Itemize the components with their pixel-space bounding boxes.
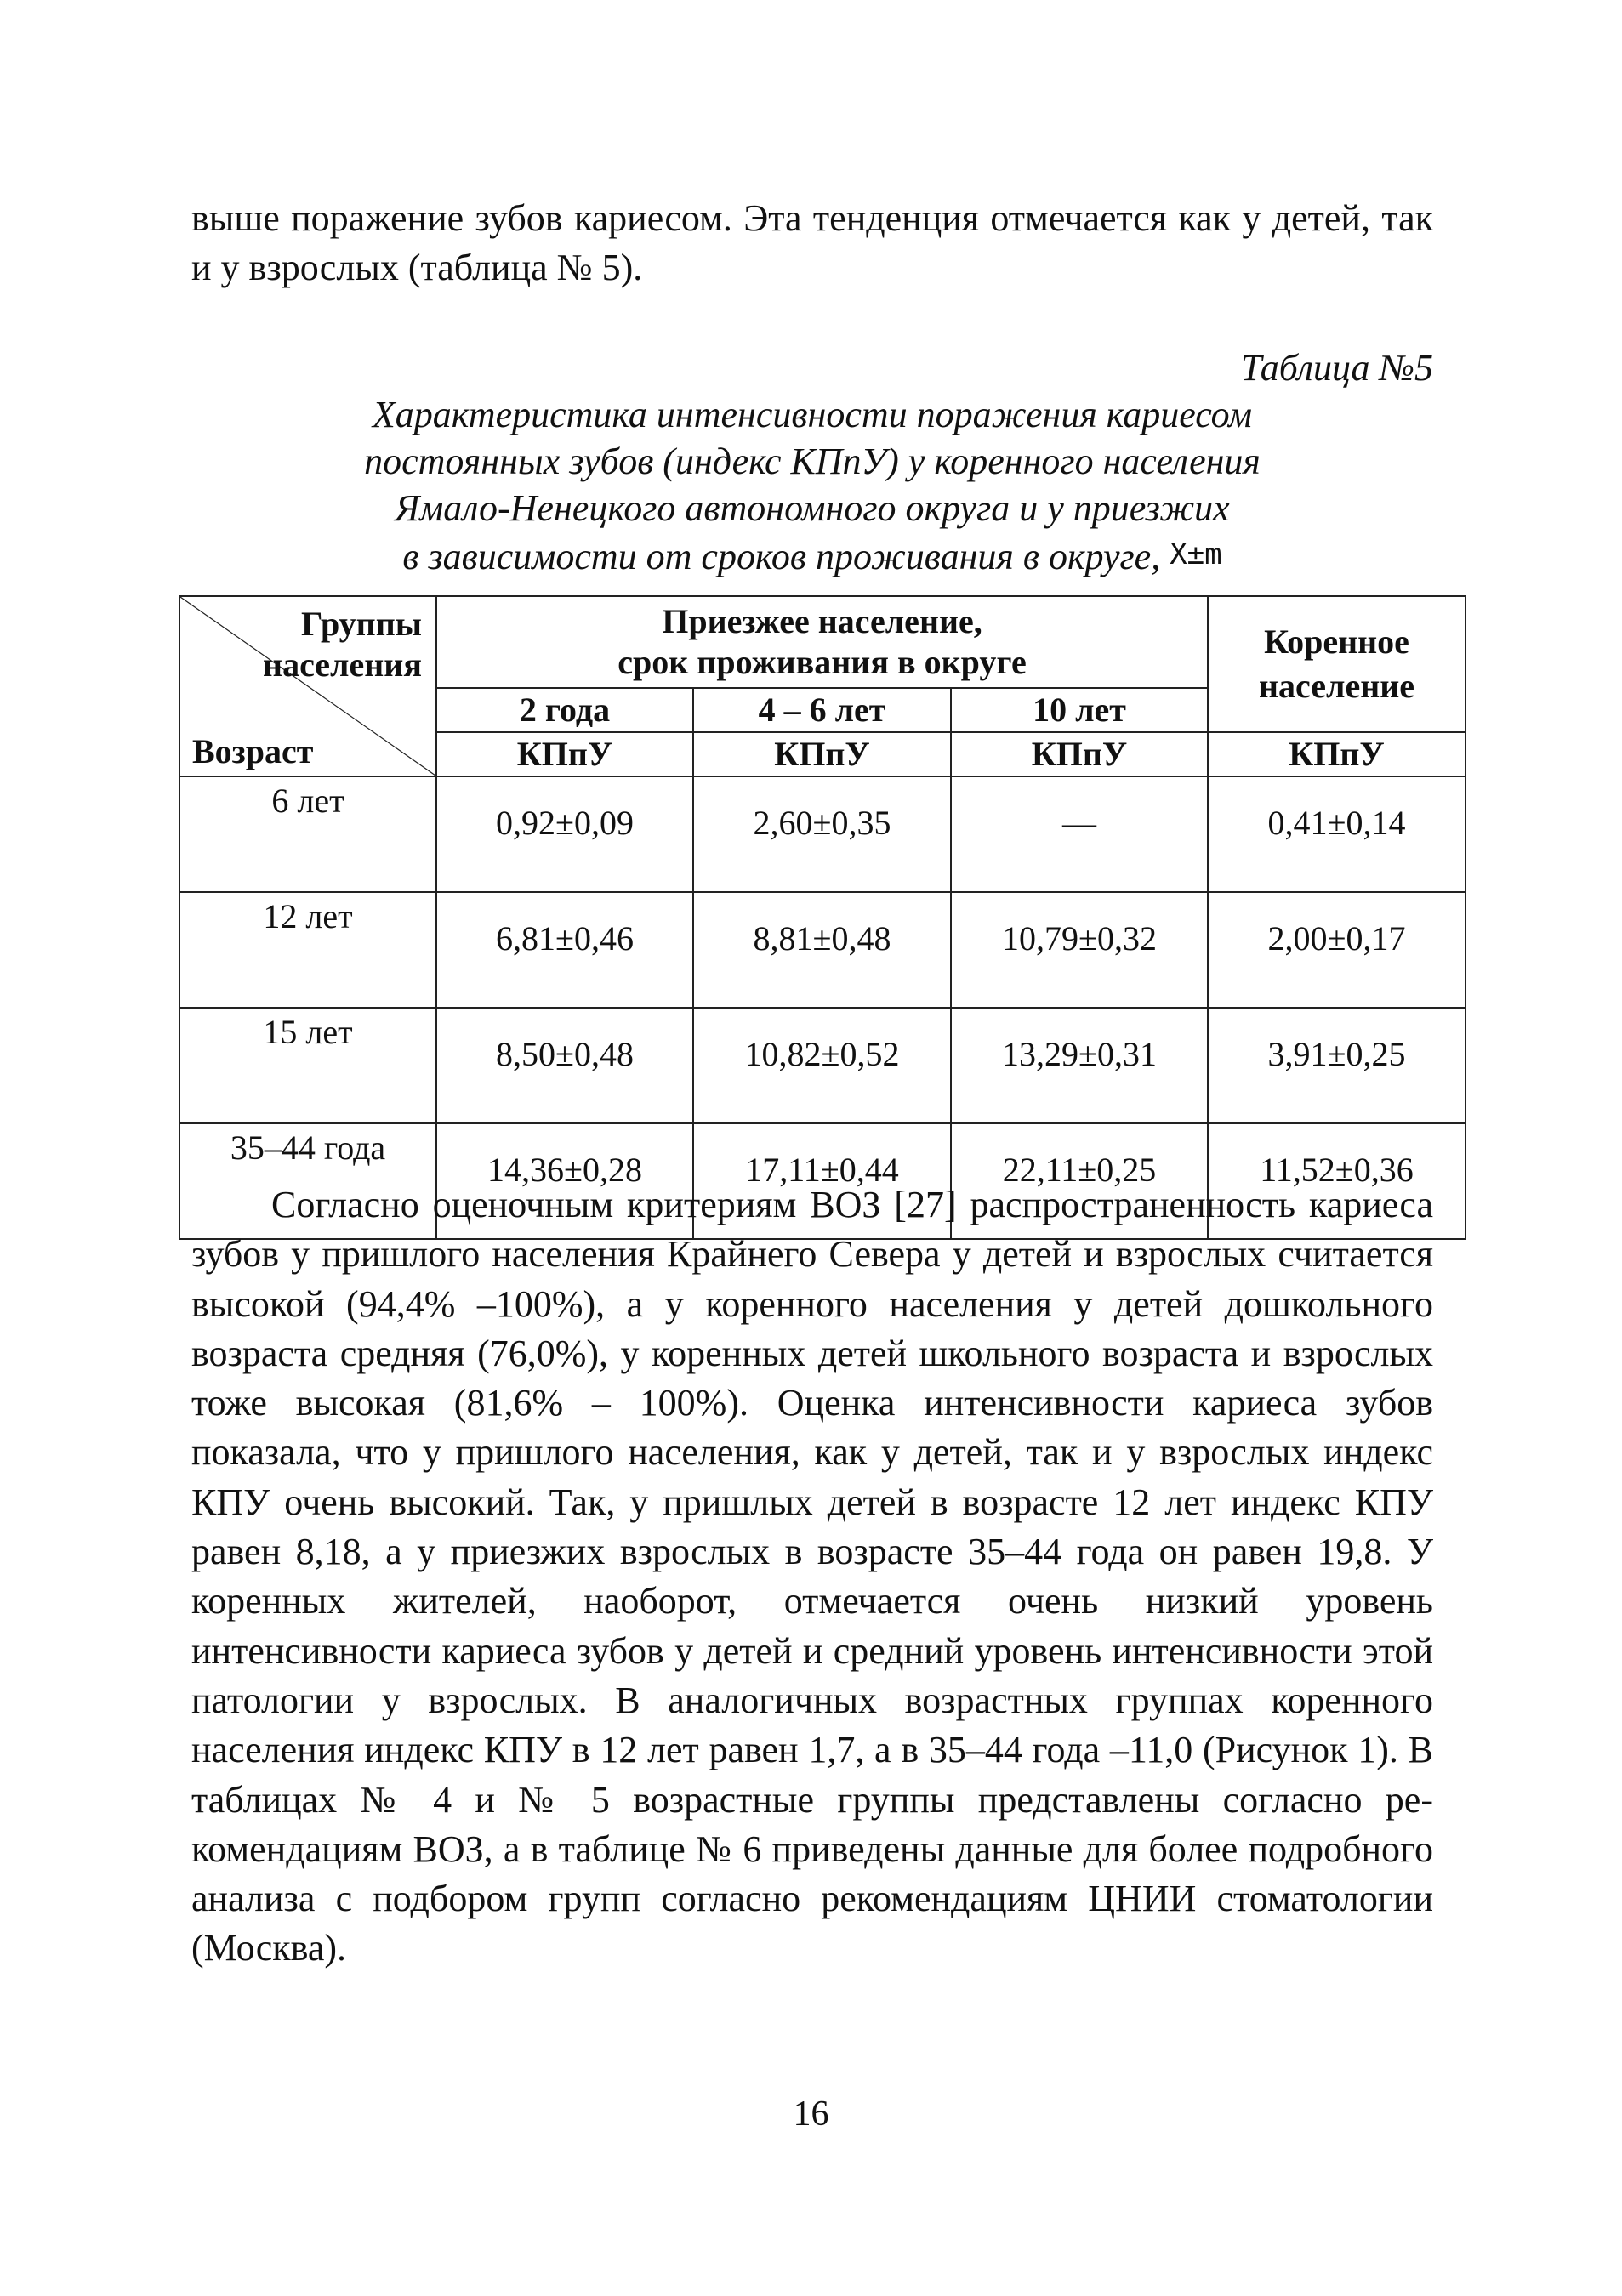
age-cell: 15 лет xyxy=(179,1008,436,1123)
caption-line-2: постоянных зубов (индекс КПпУ) у коренного населения xyxy=(364,440,1261,482)
period-header-4-6-years: 4 – 6 лет xyxy=(693,688,951,732)
caption-line-1: Характеристика интенсивности поражения кариесом xyxy=(372,394,1253,435)
age-cell: 6 лет xyxy=(179,776,436,892)
page-number: 16 xyxy=(793,2094,829,2134)
value-cell: 8,50±0,48 xyxy=(436,1008,693,1123)
caption-line-3: Ямало-Ненецкого автономного округа и у приезжих xyxy=(395,487,1230,529)
value-cell: 0,41±0,14 xyxy=(1208,776,1465,892)
table-number: Таблица №5 xyxy=(1240,347,1433,389)
index-header: КПпУ xyxy=(1208,732,1465,776)
newcomers-header-line-2: срок проживания в округе xyxy=(617,643,1027,681)
native-header-line-1: Коренное xyxy=(1264,622,1409,661)
index-header: КПпУ xyxy=(436,732,693,776)
table-caption xyxy=(191,391,1433,580)
value-cell: 17,11±0,44 xyxy=(693,1123,951,1239)
table-corner-cell xyxy=(179,596,436,776)
value-cell: 8,81±0,48 xyxy=(693,892,951,1008)
table-row xyxy=(179,892,1465,1008)
value-cell: 6,81±0,46 xyxy=(436,892,693,1008)
newcomers-header-line-1: Приезжее население, xyxy=(662,602,982,640)
native-header xyxy=(1208,596,1465,732)
period-header-10-years: 10 лет xyxy=(951,688,1208,732)
table-row xyxy=(179,776,1465,892)
value-cell: 22,11±0,25 xyxy=(951,1123,1208,1239)
age-cell: 12 лет xyxy=(179,892,436,1008)
caries-table xyxy=(179,595,1466,1240)
body-paragraph: Согласно оценочным критериям ВОЗ [27] распространенность кариеса зубов у пришлого населения Крайнего Севера у детей и взрослых считается высокой (94,4% –100%), а у коренного населения у детей дошкольного возраста средняя (76,0%), у коренных детей школьного возраста и взрослых тоже высокая (81,6% – 100%). Оценка интенсивности кариеса зубов показала, что у пришлого населения, как у детей, так и у взрослых индекс КПУ очень высокий. Так, у пришлых детей в возрасте 12 лет индекс КПУ равен 8,18, а у приезжих взрослых в возрасте 35–44 года он равен 19,8. У коренных жителей, наоборот, отмечается очень низкий уровень интенсивности кариеса зубов у детей и средний уровень интенсивности этой патологии у взрослых. В аналогичных возрастных группах коренного населения индекс КПУ в 12 лет равен 1,7, а в 35–44 года –11,0 (Рисунок 1). В таблицах № 4 и № 5 возрастные группы представлены согласно рекомендациям ВОЗ, а в таблице № 6 приведены данные для более подробного анализа с подбором групп согласно рекомендациям ЦНИИ стоматологии (Москва). xyxy=(191,1184,1433,1969)
caption-symbol: X±m xyxy=(1170,537,1222,571)
caption-line-4-text: в зависимости от сроков проживания в округе, xyxy=(402,536,1161,577)
index-header: КПпУ xyxy=(951,732,1208,776)
corner-groups-line-1: Группы xyxy=(301,605,422,643)
newcomers-header xyxy=(436,596,1208,688)
value-cell: — xyxy=(951,776,1208,892)
value-cell: 2,60±0,35 xyxy=(693,776,951,892)
period-header-2-years: 2 года xyxy=(436,688,693,732)
value-cell: 0,92±0,09 xyxy=(436,776,693,892)
native-header-line-2: население xyxy=(1258,667,1415,705)
value-cell: 3,91±0,25 xyxy=(1208,1008,1465,1123)
corner-groups-line-2: населения xyxy=(263,645,422,684)
age-cell: 35–44 года xyxy=(179,1123,436,1239)
value-cell: 11,52±0,36 xyxy=(1208,1123,1465,1239)
value-cell: 10,82±0,52 xyxy=(693,1008,951,1123)
corner-age-label: Возраст xyxy=(192,732,314,770)
caption-line-4 xyxy=(191,531,1433,580)
index-header: КПпУ xyxy=(693,732,951,776)
table-row xyxy=(179,1008,1465,1123)
value-cell: 10,79±0,32 xyxy=(951,892,1208,1008)
value-cell: 2,00±0,17 xyxy=(1208,892,1465,1008)
corner-groups-label xyxy=(263,604,422,685)
value-cell: 14,36±0,28 xyxy=(436,1123,693,1239)
value-cell: 13,29±0,31 xyxy=(951,1008,1208,1123)
intro-paragraph: выше поражение зубов кариесом. Эта тенденция отмечается как у детей, так и у взрослых (таблица № 5). xyxy=(191,197,1433,288)
